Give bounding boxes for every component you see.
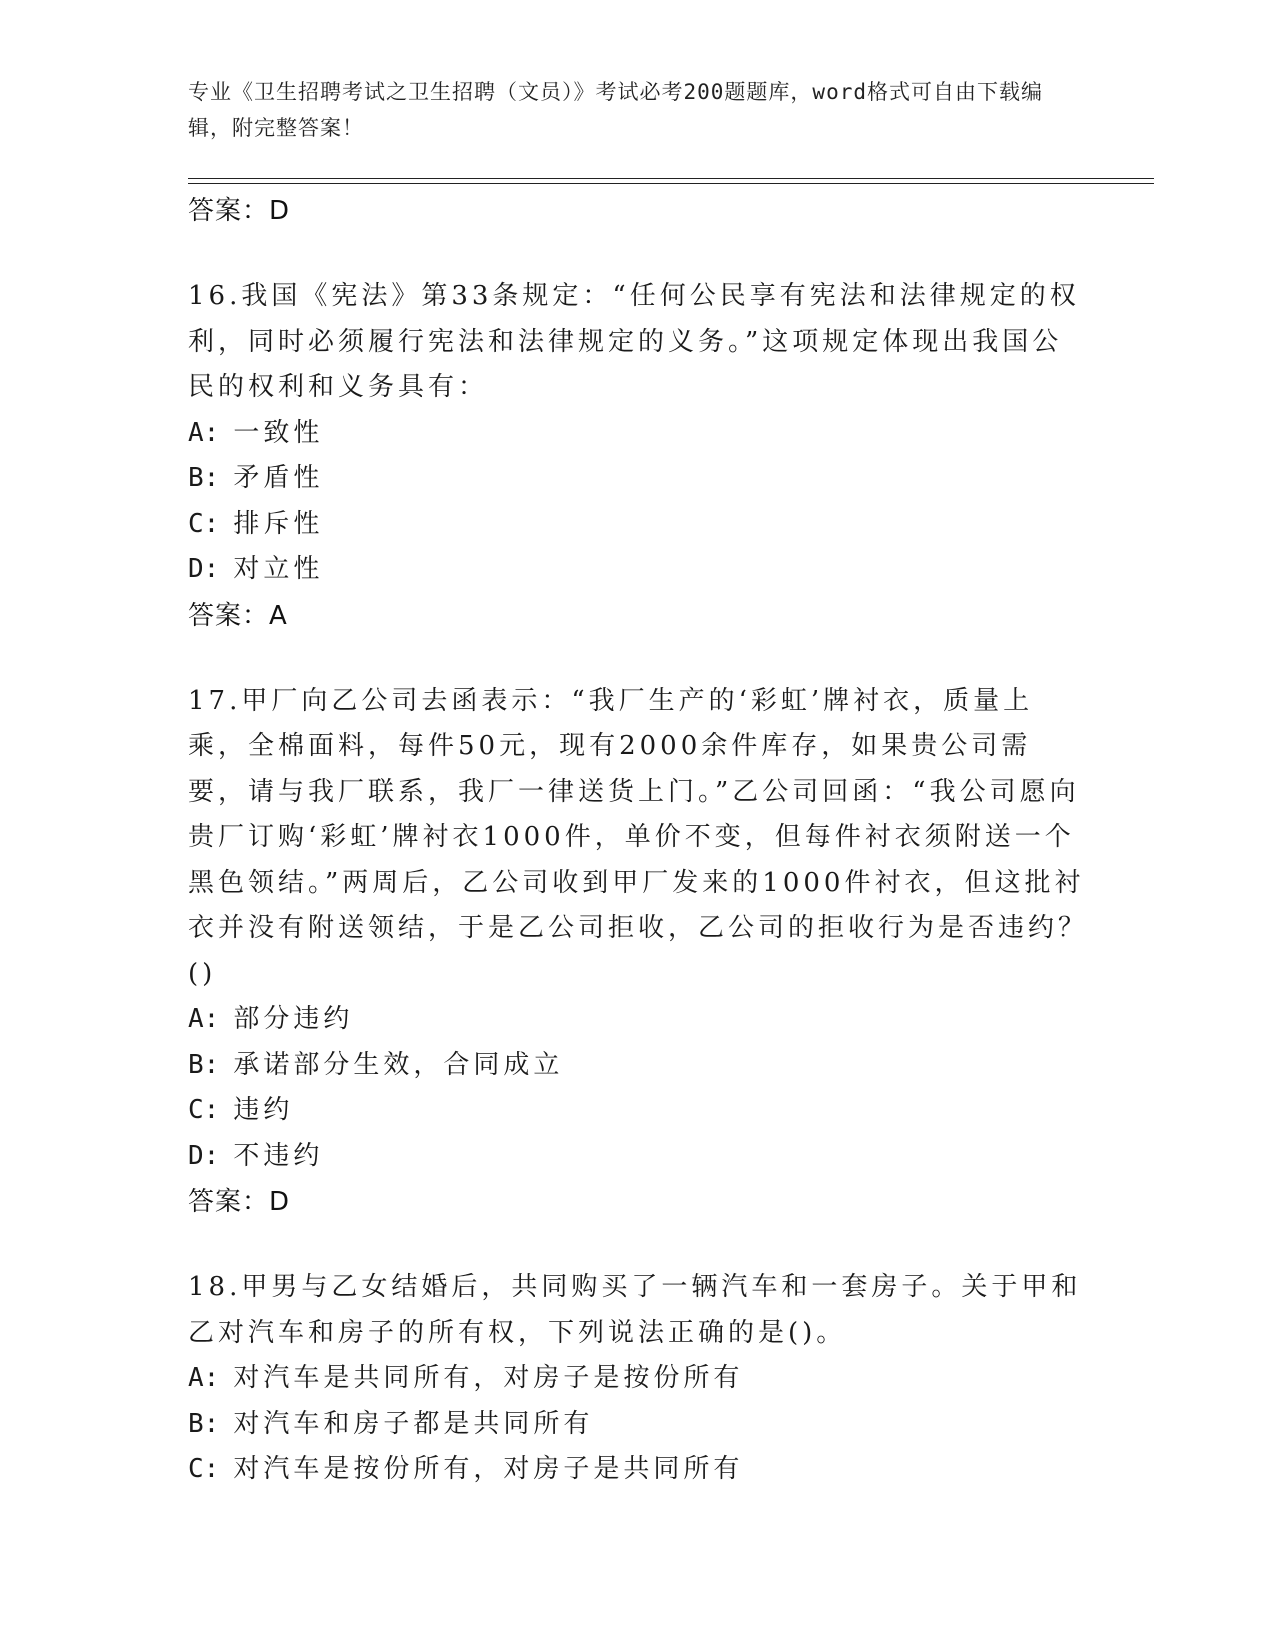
option-b: [188, 1043, 1088, 1089]
option-text: 部分违约: [233, 1004, 354, 1034]
option-key: A:: [188, 417, 220, 448]
option-key: C:: [188, 1454, 220, 1484]
question-content: [188, 188, 1088, 1493]
option-a: [188, 997, 1088, 1043]
option-a: [188, 1356, 1088, 1402]
answer-line: [188, 1179, 1088, 1225]
option-key: B:: [188, 463, 220, 493]
option-text: 一致性: [233, 417, 324, 448]
question-18-options: [188, 1356, 1088, 1493]
answer-label: 答案：: [188, 600, 270, 631]
option-key: B:: [188, 1408, 220, 1439]
option-text: 对汽车是按份所有，对房子是共同所有: [233, 1454, 744, 1484]
option-text: 不违约: [233, 1140, 324, 1171]
page-header: 专业《卫生招聘考试之卫生招聘（文员）》考试必考200题题库，word格式可自由下载编辑，附完整答案！: [188, 80, 1043, 140]
option-key: B:: [188, 1049, 220, 1080]
option-text: 对汽车是共同所有，对房子是按份所有: [233, 1363, 744, 1393]
answer-label: 答案：: [188, 1187, 270, 1217]
option-key: C:: [188, 1095, 220, 1125]
option-text: 排斥性: [233, 508, 324, 539]
option-d: [188, 1134, 1088, 1180]
option-c: [188, 1088, 1088, 1134]
answer-value: A: [269, 600, 288, 631]
option-a: [188, 411, 1088, 457]
answer-value: D: [269, 196, 291, 226]
question-16-options: [188, 411, 1088, 593]
option-key: C:: [188, 508, 220, 539]
header-rule-top: [188, 178, 1154, 179]
option-b: [188, 1402, 1088, 1448]
answer-value: D: [269, 1187, 291, 1217]
option-c: [188, 1447, 1088, 1493]
answer-label: 答案：: [188, 196, 270, 226]
option-text: 承诺部分生效，合同成立: [233, 1049, 564, 1080]
option-key: D:: [188, 554, 220, 584]
question-18: 18.甲男与乙女结婚后，共同购买了一辆汽车和一套房子。关于甲和乙对汽车和房子的所有权，下列说法正确的是()。: [188, 1272, 1082, 1348]
option-b: [188, 456, 1088, 502]
question-17: 17.甲厂向乙公司去函表示：“我厂生产的‘彩虹’牌衬衣，质量上乘，全棉面料，每件50元，现有2000余件库存，如果贵公司需要，请与我厂联系，我厂一律送货上门。”乙公司回函：“我公司愿向贵厂订购‘彩虹’牌衬衣1000件，单价不变，但每件衬衣须附送一个黑色领结。”两周后，乙公司收到甲厂发来的1000件衬衣，但这批衬衣并没有附送领结，于是乙公司拒收，乙公司的拒收行为是否违约？(): [188, 685, 1089, 989]
option-text: 对汽车和房子都是共同所有: [233, 1408, 594, 1439]
answer-line: [188, 593, 1088, 639]
option-d: [188, 547, 1088, 593]
option-text: 对立性: [233, 554, 324, 584]
option-text: 矛盾性: [233, 463, 324, 493]
option-key: A:: [188, 1363, 220, 1393]
option-c: [188, 502, 1088, 548]
option-key: D:: [188, 1140, 220, 1171]
answer-line: [188, 188, 1088, 234]
header-rule-bottom: [188, 183, 1154, 184]
option-key: A:: [188, 1004, 220, 1034]
question-17-options: [188, 997, 1088, 1179]
question-16: 16.我国《宪法》第33条规定：“任何公民享有宪法和法律规定的权利，同时必须履行宪法和法律规定的义务。”这项规定体现出我国公民的权利和义务具有：: [188, 281, 1080, 402]
option-text: 违约: [233, 1095, 294, 1125]
